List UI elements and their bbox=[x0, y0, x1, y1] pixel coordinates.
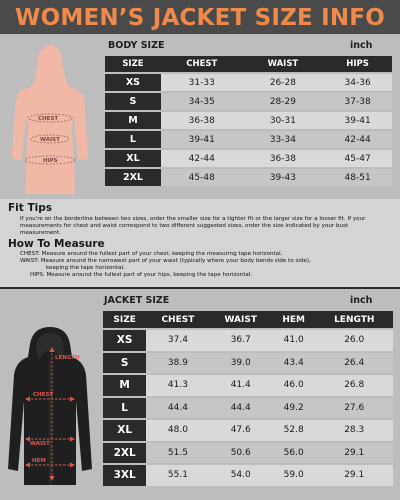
table-row bbox=[103, 420, 393, 441]
table-row bbox=[105, 74, 392, 91]
size-cell: XL bbox=[105, 150, 161, 167]
size-cell: 2XL bbox=[105, 169, 161, 186]
header-hem: HEM bbox=[272, 311, 316, 328]
value-cell: 41.3 bbox=[146, 375, 209, 396]
fig-label-jacket-waist: WAIST bbox=[30, 441, 50, 447]
table-row bbox=[103, 398, 393, 419]
fig-label-hips: HIPS bbox=[43, 158, 58, 164]
fit-tips-text: If you're on the borderline between two sizes, order the smaller size for a tighter fit or the larger size for a looser fit. If your measurements for chest and waist correspond to two different suggested sizes, order the size indicated by your bust measurement. bbox=[20, 216, 366, 236]
value-cell: 50.6 bbox=[210, 443, 272, 464]
value-cell: 39-41 bbox=[323, 112, 392, 129]
header-chest: CHEST bbox=[161, 56, 243, 72]
size-cell: XS bbox=[105, 74, 161, 91]
table-header-row bbox=[105, 56, 392, 72]
fig-label-hem: HEM bbox=[32, 458, 46, 464]
value-cell: 46.0 bbox=[272, 375, 316, 396]
value-cell: 51.5 bbox=[146, 443, 209, 464]
value-cell: 41.4 bbox=[210, 375, 272, 396]
value-cell: 26-28 bbox=[243, 74, 324, 91]
value-cell: 59.0 bbox=[272, 465, 316, 486]
size-cell: M bbox=[103, 375, 146, 396]
value-cell: 30-31 bbox=[243, 112, 324, 129]
value-cell: 36-38 bbox=[161, 112, 243, 129]
value-cell: 26.0 bbox=[315, 330, 393, 351]
value-cell: 38.9 bbox=[146, 353, 209, 374]
value-cell: 28.3 bbox=[315, 420, 393, 441]
value-cell: 33-34 bbox=[243, 131, 324, 148]
body-figure bbox=[0, 34, 100, 199]
page-title: WOMEN’S JACKET SIZE INFO bbox=[0, 0, 400, 34]
value-cell: 37-38 bbox=[323, 93, 392, 110]
value-cell: 42-44 bbox=[323, 131, 392, 148]
size-cell: S bbox=[103, 353, 146, 374]
value-cell: 27.6 bbox=[315, 398, 393, 419]
fig-label-waist: WAIST bbox=[40, 137, 60, 143]
body-size-table bbox=[105, 54, 392, 188]
size-cell: XS bbox=[103, 330, 146, 351]
header-size: SIZE bbox=[105, 56, 161, 72]
jacket-unit-label: inch bbox=[350, 295, 373, 306]
tips-section bbox=[0, 199, 400, 287]
header-waist: WAIST bbox=[210, 311, 272, 328]
table-row bbox=[105, 93, 392, 110]
value-cell: 41.0 bbox=[272, 330, 316, 351]
jacket-figure bbox=[0, 289, 100, 500]
fig-label-jacket-chest: CHEST bbox=[33, 392, 54, 398]
value-cell: 34-36 bbox=[323, 74, 392, 91]
value-cell: 28-29 bbox=[243, 93, 324, 110]
value-cell: 48-51 bbox=[323, 169, 392, 186]
jacket-size-table bbox=[103, 309, 393, 488]
fig-label-length: LENGTH bbox=[55, 355, 80, 361]
value-cell: 37.4 bbox=[146, 330, 209, 351]
header-size: SIZE bbox=[103, 311, 146, 328]
value-cell: 44.4 bbox=[210, 398, 272, 419]
body-size-label: BODY SIZE bbox=[108, 40, 165, 51]
table-row bbox=[105, 131, 392, 148]
size-cell: XL bbox=[103, 420, 146, 441]
measure-chest-text: CHEST: Measure around the fullest part of your chest, keeping the measuring tape horizontal. bbox=[20, 251, 283, 257]
value-cell: 47.6 bbox=[210, 420, 272, 441]
table-row bbox=[105, 112, 392, 129]
value-cell: 39-43 bbox=[243, 169, 324, 186]
value-cell: 54.0 bbox=[210, 465, 272, 486]
header-length: LENGTH bbox=[315, 311, 393, 328]
value-cell: 29.1 bbox=[315, 465, 393, 486]
value-cell: 29.1 bbox=[315, 443, 393, 464]
value-cell: 55.1 bbox=[146, 465, 209, 486]
value-cell: 36.7 bbox=[210, 330, 272, 351]
size-cell: L bbox=[105, 131, 161, 148]
value-cell: 26.8 bbox=[315, 375, 393, 396]
size-cell: S bbox=[105, 93, 161, 110]
value-cell: 39.0 bbox=[210, 353, 272, 374]
measure-waist-text-cont: keeping the tape horizontal. bbox=[46, 265, 125, 271]
value-cell: 44.4 bbox=[146, 398, 209, 419]
value-cell: 45-48 bbox=[161, 169, 243, 186]
value-cell: 56.0 bbox=[272, 443, 316, 464]
measure-hips-text: HIPS: Measure around the fullest part of your hips, keeping the tape horizontal. bbox=[30, 272, 253, 278]
measure-waist-text: WAIST: Measure around the narrowest part of your waist (typically where your body bends side to side), bbox=[20, 258, 311, 264]
header-chest: CHEST bbox=[146, 311, 209, 328]
table-row bbox=[103, 375, 393, 396]
body-size-section bbox=[0, 34, 400, 199]
value-cell: 39-41 bbox=[161, 131, 243, 148]
value-cell: 42-44 bbox=[161, 150, 243, 167]
size-cell: L bbox=[103, 398, 146, 419]
table-row bbox=[103, 330, 393, 351]
table-row bbox=[105, 169, 392, 186]
value-cell: 49.2 bbox=[272, 398, 316, 419]
value-cell: 43.4 bbox=[272, 353, 316, 374]
size-cell: 3XL bbox=[103, 465, 146, 486]
value-cell: 26.4 bbox=[315, 353, 393, 374]
fit-tips-title: Fit Tips bbox=[8, 202, 52, 214]
table-row bbox=[103, 443, 393, 464]
value-cell: 31-33 bbox=[161, 74, 243, 91]
table-header-row bbox=[103, 311, 393, 328]
table-row bbox=[103, 353, 393, 374]
body-unit-label: inch bbox=[350, 40, 373, 51]
how-to-measure-title: How To Measure bbox=[8, 238, 105, 250]
value-cell: 52.8 bbox=[272, 420, 316, 441]
fig-label-chest: CHEST bbox=[38, 116, 59, 122]
value-cell: 48.0 bbox=[146, 420, 209, 441]
header-waist: WAIST bbox=[243, 56, 324, 72]
value-cell: 45-47 bbox=[323, 150, 392, 167]
jacket-size-label: JACKET SIZE bbox=[104, 295, 170, 306]
table-row bbox=[105, 150, 392, 167]
table-row bbox=[103, 465, 393, 486]
value-cell: 36-38 bbox=[243, 150, 324, 167]
value-cell: 34-35 bbox=[161, 93, 243, 110]
size-cell: M bbox=[105, 112, 161, 129]
jacket-size-section bbox=[0, 289, 400, 500]
size-cell: 2XL bbox=[103, 443, 146, 464]
header-hips: HIPS bbox=[323, 56, 392, 72]
